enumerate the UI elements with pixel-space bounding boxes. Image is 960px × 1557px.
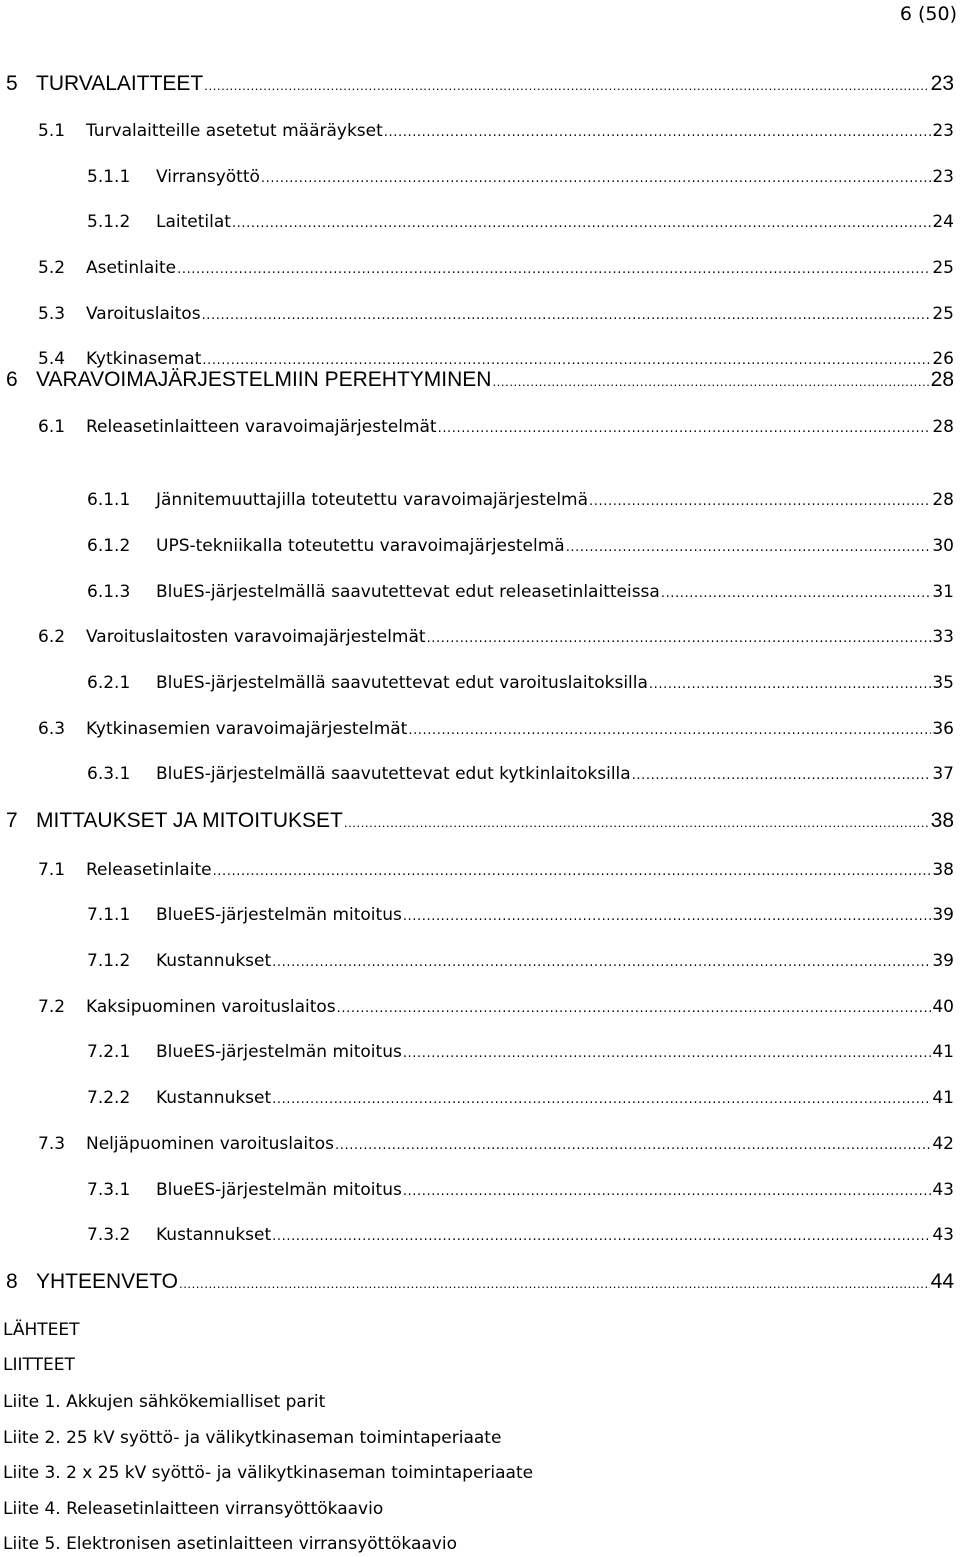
toc-number: 6.1.2 xyxy=(87,536,131,556)
toc-entry[interactable] xyxy=(0,69,954,99)
toc-page: 41 xyxy=(932,1042,954,1062)
toc-entry[interactable] xyxy=(0,162,954,192)
dot-leader xyxy=(589,487,931,517)
toc-number: 6.3 xyxy=(38,719,66,739)
toc-number: 7.1 xyxy=(38,860,66,880)
toc-number: 8 xyxy=(6,1270,18,1293)
toc-page: 35 xyxy=(932,673,954,693)
toc-number: 7.3.1 xyxy=(87,1180,131,1200)
toc-number: 6.2.1 xyxy=(87,673,131,693)
appendix-item[interactable]: Liite 5. Elektronisen asetinlaitteen virransyöttökaavio xyxy=(3,1534,457,1554)
toc-entry[interactable] xyxy=(0,1083,954,1113)
toc-number: 5.4 xyxy=(38,349,66,369)
toc-entry[interactable] xyxy=(0,531,954,561)
dot-leader xyxy=(261,164,931,194)
toc-number: 7.2.1 xyxy=(87,1042,131,1062)
appendix-item[interactable]: Liite 4. Releasetinlaitteen virransyöttökaavio xyxy=(3,1499,384,1519)
toc-number: 6.1.3 xyxy=(87,582,131,602)
toc-page: 41 xyxy=(932,1088,954,1108)
toc-title: Asetinlaite xyxy=(86,258,177,278)
dot-leader xyxy=(213,857,932,887)
toc-page: 26 xyxy=(932,349,954,369)
toc-entry[interactable] xyxy=(0,946,954,976)
toc-entry[interactable] xyxy=(0,622,954,652)
dot-leader xyxy=(403,1039,932,1069)
dot-leader xyxy=(403,1177,932,1207)
toc-page: 30 xyxy=(932,536,954,556)
toc-number: 6.3.1 xyxy=(87,764,131,784)
toc-title: BlueES-järjestelmän mitoitus xyxy=(156,1180,402,1200)
toc-entry[interactable] xyxy=(0,1037,954,1067)
toc-number: 7 xyxy=(6,809,18,832)
toc-title: BlueES-järjestelmän mitoitus xyxy=(156,1042,402,1062)
dot-leader xyxy=(202,301,932,331)
toc-entry[interactable] xyxy=(0,207,954,237)
dot-leader xyxy=(179,1269,930,1299)
toc-title: Neljäpuominen varoituslaitos xyxy=(86,1134,335,1154)
toc-title: Kytkinasemien varavoimajärjestelmät xyxy=(86,719,408,739)
toc-title: Kytkinasemat xyxy=(86,349,202,369)
toc-entry[interactable] xyxy=(0,577,954,607)
toc-page: 23 xyxy=(932,121,954,141)
toc-title: Kustannukset xyxy=(156,951,272,971)
toc-number: 7.3 xyxy=(38,1134,66,1154)
toc-title: Kustannukset xyxy=(156,1088,272,1108)
toc-title: BlueES-järjestelmän mitoitus xyxy=(156,905,402,925)
toc-entry[interactable] xyxy=(0,668,954,698)
dot-leader xyxy=(272,1222,931,1252)
toc-title: YHTEENVETO xyxy=(36,1270,178,1293)
toc-title: BluES-järjestelmällä saavutettevat edut releasetinlaitteissa xyxy=(156,582,660,602)
toc-title: Virransyöttö xyxy=(156,167,260,187)
toc-entry[interactable] xyxy=(0,299,954,329)
toc-title: MITTAUKSET JA MITOITUKSET xyxy=(36,809,343,832)
toc-number: 6.1 xyxy=(38,417,66,437)
dot-leader xyxy=(272,948,931,978)
toc-page: 25 xyxy=(932,258,954,278)
toc-title: Jännitemuuttajilla toteutettu varavoimajärjestelmä xyxy=(156,490,589,510)
dot-leader xyxy=(492,367,929,397)
toc-title: Releasetinlaite xyxy=(86,860,212,880)
toc-title: Varoituslaitosten varavoimajärjestelmät xyxy=(86,627,426,647)
toc-page: 39 xyxy=(932,951,954,971)
toc-entry[interactable] xyxy=(0,1267,954,1297)
dot-leader xyxy=(204,71,929,101)
toc-entry[interactable] xyxy=(0,1220,954,1250)
toc-title: Turvalaitteille asetetut määräykset xyxy=(86,121,383,141)
toc-number: 5.1.1 xyxy=(87,167,131,187)
toc-entry[interactable] xyxy=(0,365,954,395)
toc-title: Kaksipuominen varoituslaitos xyxy=(86,997,336,1017)
dot-leader xyxy=(649,670,931,700)
toc-number: 5.3 xyxy=(38,304,66,324)
dot-leader xyxy=(232,209,931,239)
toc-page: 36 xyxy=(932,719,954,739)
appendix-item[interactable]: Liite 1. Akkujen sähkökemialliset parit xyxy=(3,1392,326,1412)
toc-title: Laitetilat xyxy=(156,212,231,232)
toc-number: 7.3.2 xyxy=(87,1225,131,1245)
toc-number: 6.1.1 xyxy=(87,490,131,510)
toc-number: 5 xyxy=(6,72,18,95)
toc-page: 39 xyxy=(932,905,954,925)
toc-title: TURVALAITTEET xyxy=(36,72,204,95)
toc-page: 43 xyxy=(932,1180,954,1200)
toc-entry[interactable] xyxy=(0,714,954,744)
toc-entry[interactable] xyxy=(0,759,954,789)
toc-entry[interactable] xyxy=(0,1175,954,1205)
dot-leader xyxy=(408,716,931,746)
toc-title: BluES-järjestelmällä saavutettevat edut kytkinlaitoksilla xyxy=(156,764,631,784)
dot-leader xyxy=(384,118,932,148)
toc-entry[interactable] xyxy=(0,1129,954,1159)
dot-leader xyxy=(438,414,932,444)
toc-page: 42 xyxy=(932,1134,954,1154)
appendix-item[interactable]: Liite 2. 25 kV syöttö- ja välikytkinaseman toimintaperiaate xyxy=(3,1428,502,1448)
dot-leader xyxy=(337,994,932,1024)
toc-entry[interactable] xyxy=(0,412,954,442)
dot-leader xyxy=(177,255,931,285)
toc-number: 7.2.2 xyxy=(87,1088,131,1108)
toc-title: Releasetinlaitteen varavoimajärjestelmät xyxy=(86,417,437,437)
toc-number: 5.1 xyxy=(38,121,66,141)
toc-entry[interactable] xyxy=(0,253,954,283)
toc-entry[interactable] xyxy=(0,900,954,930)
toc-title: UPS-tekniikalla toteutettu varavoimajärjestelmä xyxy=(156,536,565,556)
toc-page: 23 xyxy=(930,72,954,95)
dot-leader xyxy=(335,1131,931,1161)
toc-page: 44 xyxy=(930,1270,954,1293)
toc-page: 24 xyxy=(932,212,954,232)
toc-page: 23 xyxy=(932,167,954,187)
toc-number: 7.2 xyxy=(38,997,66,1017)
dot-leader xyxy=(566,533,932,563)
dot-leader xyxy=(403,902,932,932)
toc-number: 6.2 xyxy=(38,627,66,647)
toc-title: Kustannukset xyxy=(156,1225,272,1245)
dot-leader xyxy=(272,1085,931,1115)
dot-leader xyxy=(632,761,932,791)
references-heading[interactable]: LÄHTEET xyxy=(3,1320,80,1340)
toc-page: 31 xyxy=(932,582,954,602)
page-number: 6 (50) xyxy=(899,3,957,25)
toc-entry[interactable] xyxy=(0,116,954,146)
appendix-item[interactable]: Liite 3. 2 x 25 kV syöttö- ja välikytkinaseman toimintaperiaate xyxy=(3,1463,534,1483)
toc-entry[interactable] xyxy=(0,992,954,1022)
toc-page: 28 xyxy=(932,490,954,510)
toc-number: 5.2 xyxy=(38,258,66,278)
toc-page: 38 xyxy=(930,809,954,832)
toc-title: Varoituslaitos xyxy=(86,304,201,324)
dot-leader xyxy=(427,624,932,654)
toc-title: VARAVOIMAJÄRJESTELMIIN PEREHTYMINEN xyxy=(36,368,492,391)
appendices-heading[interactable]: LIITTEET xyxy=(3,1355,75,1375)
toc-entry[interactable] xyxy=(0,485,954,515)
toc-page: 40 xyxy=(932,997,954,1017)
toc-number: 7.1.1 xyxy=(87,905,131,925)
toc-entry[interactable] xyxy=(0,806,954,836)
toc-page: 37 xyxy=(932,764,954,784)
toc-page: 28 xyxy=(932,417,954,437)
toc-page: 43 xyxy=(932,1225,954,1245)
toc-number: 6 xyxy=(6,368,18,391)
toc-page: 28 xyxy=(930,368,954,391)
toc-entry[interactable] xyxy=(0,855,954,885)
toc-number: 7.1.2 xyxy=(87,951,131,971)
toc-page: 25 xyxy=(932,304,954,324)
toc-title: BluES-järjestelmällä saavutettevat edut varoituslaitoksilla xyxy=(156,673,648,693)
toc-page: 33 xyxy=(932,627,954,647)
toc-number: 5.1.2 xyxy=(87,212,131,232)
dot-leader xyxy=(661,579,932,609)
toc-page: 38 xyxy=(932,860,954,880)
dot-leader xyxy=(344,808,930,838)
